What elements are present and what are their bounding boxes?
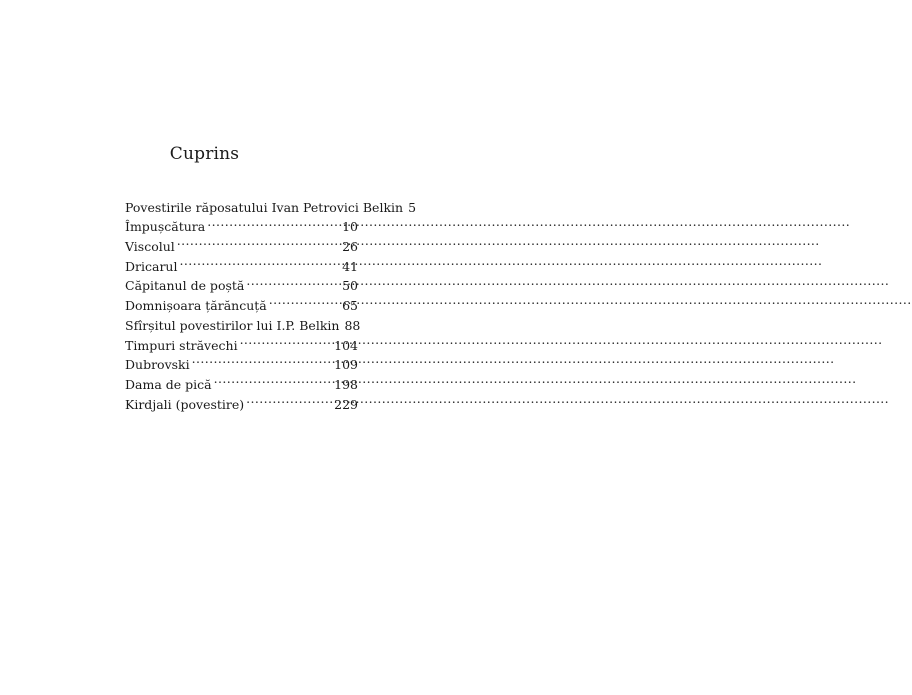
toc-dot-leader xyxy=(246,389,331,409)
toc-entry-page: 88 xyxy=(344,317,361,333)
toc-entry-title: Domnișoara țărăncuță xyxy=(125,298,267,314)
toc-entry-page: 26 xyxy=(342,239,358,255)
toc-entry-title: Timpuri străvechi xyxy=(125,337,238,353)
toc-dot-leader xyxy=(207,212,339,232)
toc-entry-title: Împușcătura xyxy=(125,219,206,235)
toc-entry-page: 41 xyxy=(342,258,358,274)
toc-dot-leader xyxy=(179,251,339,271)
toc-entry-page: 50 xyxy=(342,278,358,294)
toc-entry-title: Povestirile răposatului Ivan Petrovici Belkin xyxy=(125,199,404,215)
toc-entry-page: 229 xyxy=(334,396,358,412)
toc-entry-title: Dubrovski xyxy=(125,357,190,373)
book-page xyxy=(0,0,417,695)
toc-entry-title: Sfîrșitul povestirilor lui I.P. Belkin xyxy=(125,317,340,333)
toc-entry-title: Dricarul xyxy=(125,258,178,274)
toc-entry-title: Viscolul xyxy=(125,239,175,255)
toc-dot-leader xyxy=(240,330,332,350)
toc-entry-page: 109 xyxy=(334,357,358,373)
toc-entry-title: Kirdjali (povestire) xyxy=(125,396,245,412)
toc-entry-page: 65 xyxy=(342,298,358,314)
page-title: Cuprins xyxy=(169,144,240,164)
toc-entry xyxy=(125,192,417,215)
toc-entry-page: 104 xyxy=(334,337,358,353)
toc-entry-title: Dama de pică xyxy=(125,376,212,392)
toc-dot-leader xyxy=(192,350,332,370)
toc-dot-leader xyxy=(269,290,339,310)
table-of-contents xyxy=(125,192,417,412)
toc-dot-leader xyxy=(177,231,339,251)
toc-entry-page: 10 xyxy=(342,219,358,235)
toc-dot-leader xyxy=(214,369,332,389)
toc-entry-page: 198 xyxy=(334,376,358,392)
toc-dot-leader xyxy=(246,271,339,291)
toc-entry-title: Căpitanul de poștă xyxy=(125,278,245,294)
toc-entry-page: 5 xyxy=(408,199,417,215)
